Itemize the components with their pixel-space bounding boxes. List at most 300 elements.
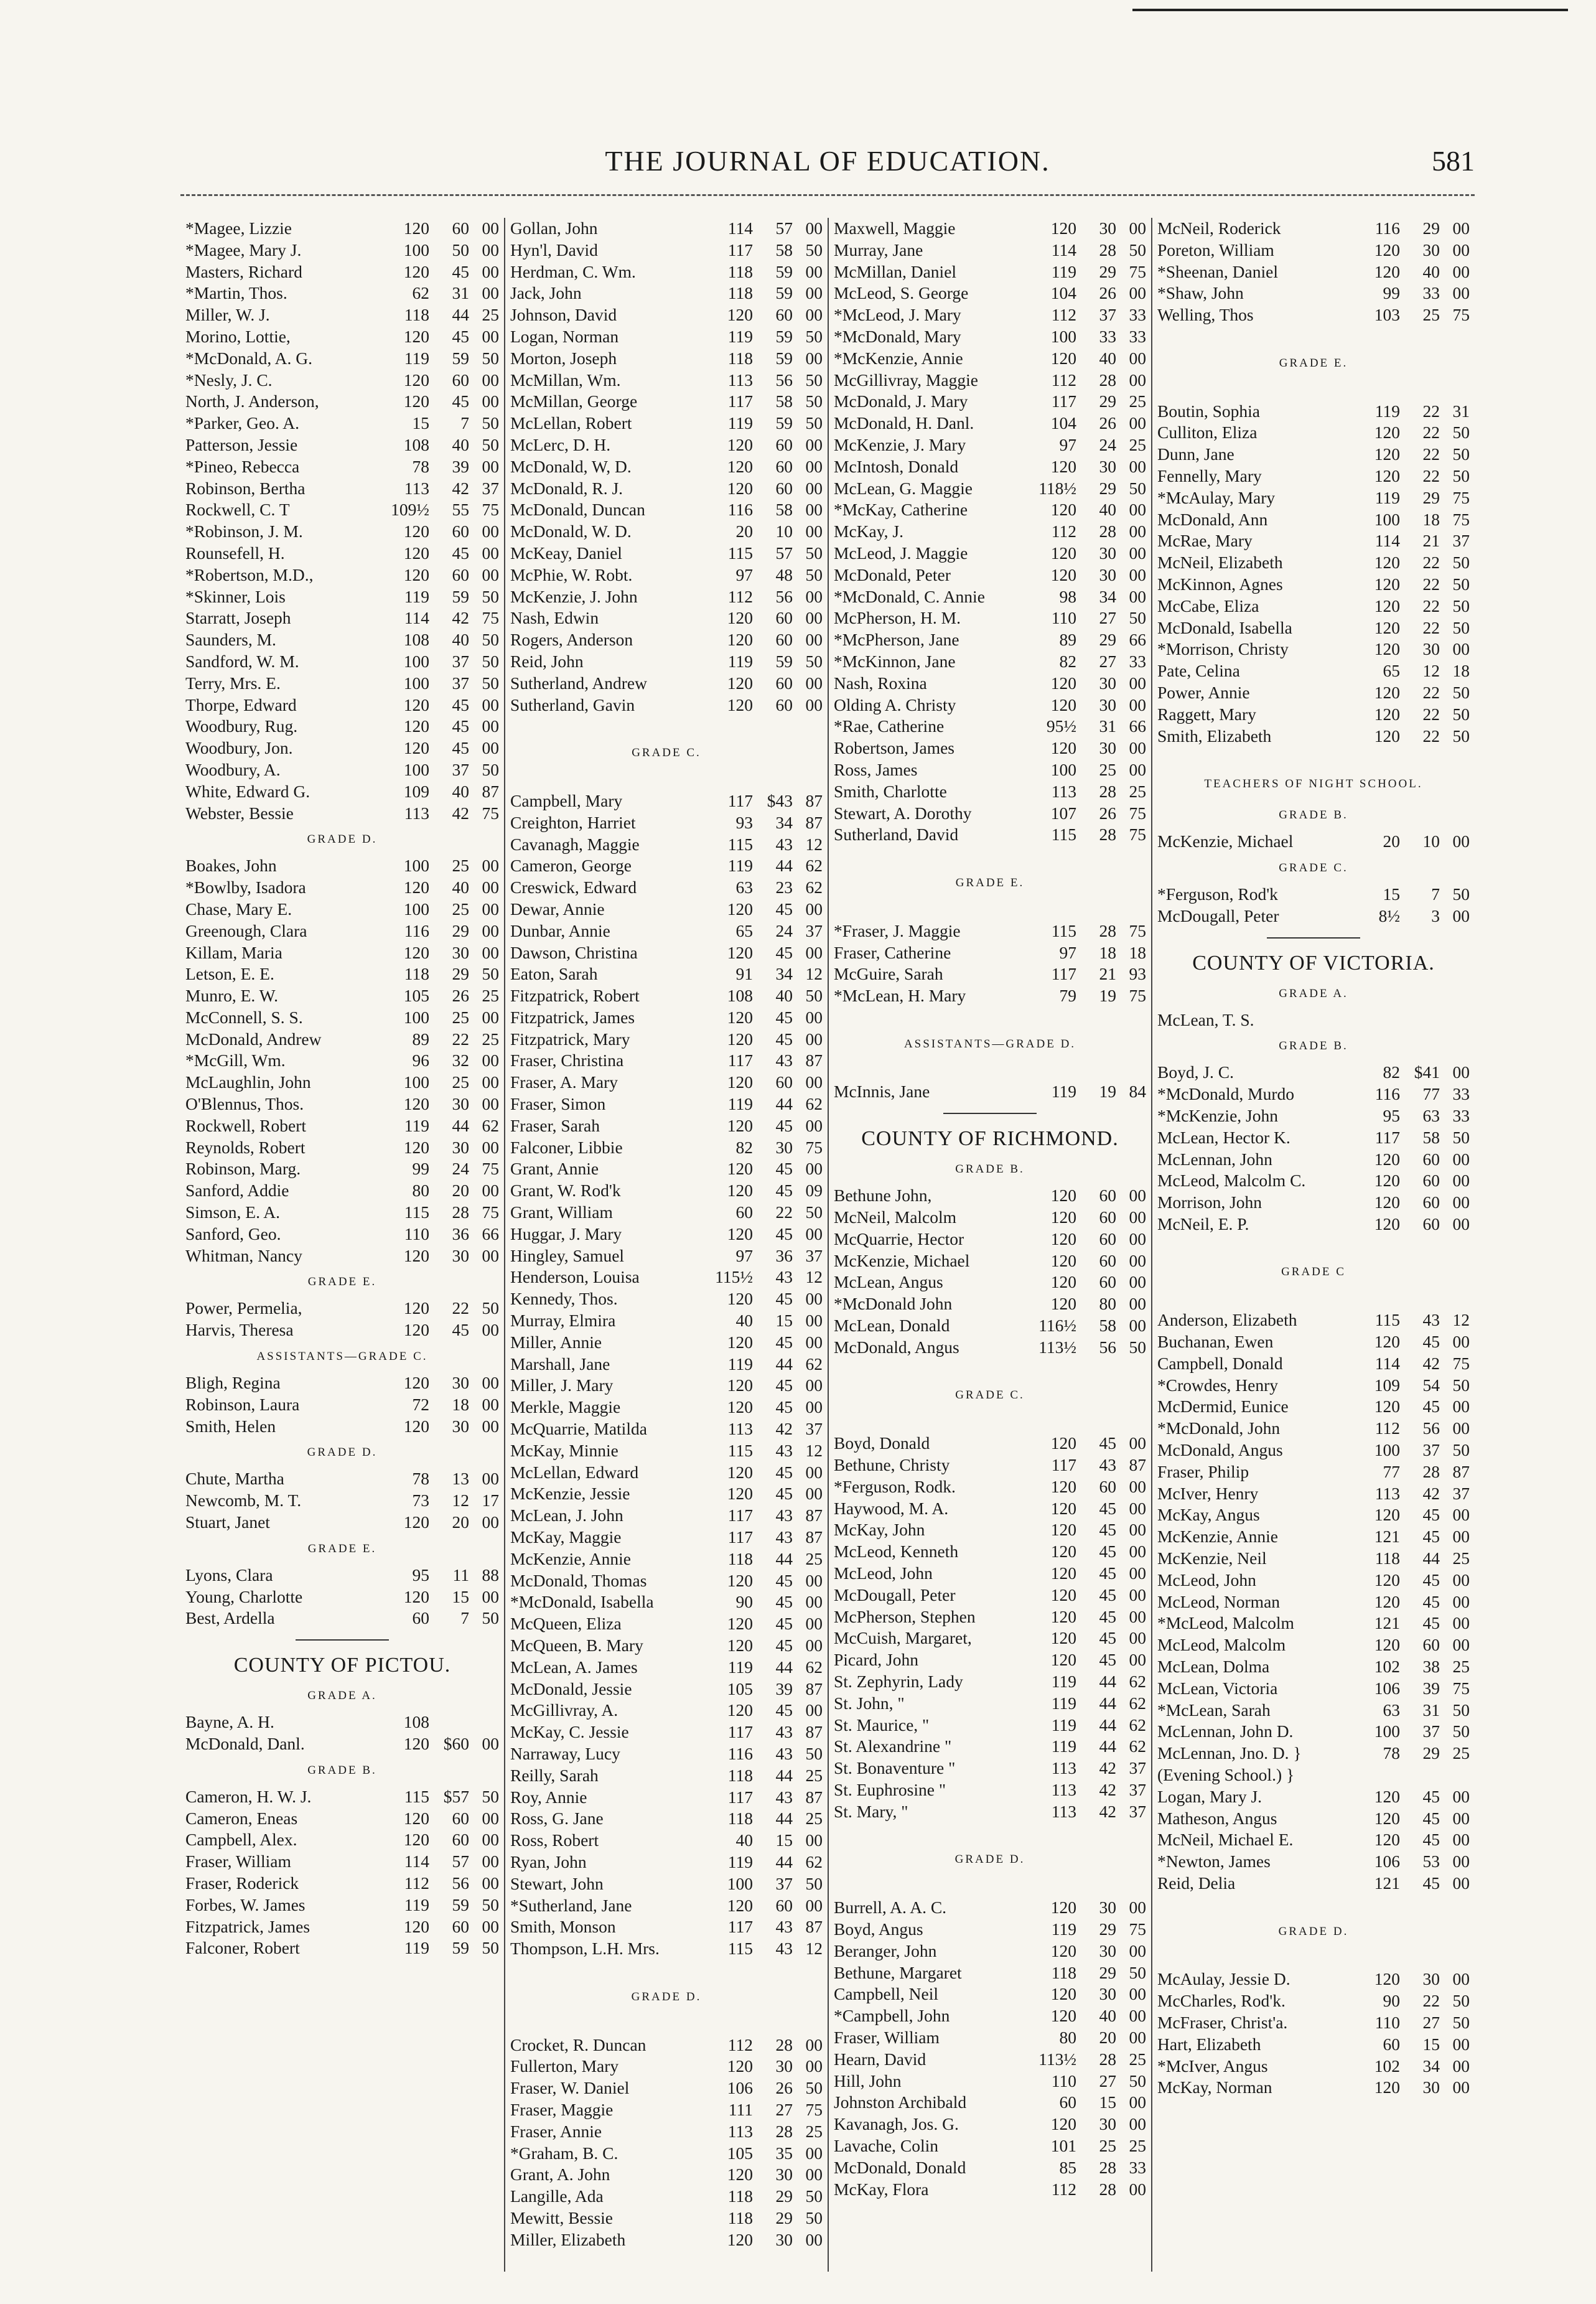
days-taught: 120 bbox=[1374, 682, 1400, 702]
teacher-name: Rounsefell, H. bbox=[185, 543, 285, 563]
days-taught: 119 bbox=[1051, 1919, 1076, 1939]
teacher-name: *McKay, Catherine bbox=[834, 500, 968, 520]
grant-cents: 50 bbox=[1129, 478, 1146, 498]
grant-cents: 87 bbox=[805, 1722, 823, 1742]
days-taught: 117 bbox=[727, 1506, 753, 1525]
teacher-name: Smith, Monson bbox=[510, 1917, 616, 1937]
grant-cents: 00 bbox=[1452, 1171, 1470, 1191]
grant-cents: 50 bbox=[482, 1938, 499, 1958]
grant-cents: 87 bbox=[805, 1527, 823, 1547]
teacher-name: Stewart, A. Dorothy bbox=[834, 803, 972, 823]
days-taught: 97 bbox=[735, 1245, 753, 1265]
teacher-name: Jack, John bbox=[510, 283, 582, 303]
teacher-row bbox=[185, 499, 499, 521]
days-taught: 120 bbox=[1050, 218, 1076, 238]
teacher-row bbox=[510, 1938, 823, 1960]
grant-dollars: 59 bbox=[452, 348, 469, 368]
teacher-name: McQueen, Eliza bbox=[510, 1614, 622, 1634]
teacher-row bbox=[834, 2071, 1146, 2092]
grant-dollars: 45 bbox=[775, 1029, 793, 1049]
teacher-row bbox=[510, 1548, 823, 1570]
days-taught: 120 bbox=[1374, 1969, 1400, 1989]
teacher-name: Webster, Bessie bbox=[185, 803, 294, 823]
teacher-row bbox=[510, 790, 823, 812]
teacher-name: Power, Annie bbox=[1157, 682, 1250, 702]
grant-cents: 00 bbox=[1452, 1527, 1470, 1547]
grant-cents: 00 bbox=[805, 1570, 823, 1590]
grant-dollars: 40 bbox=[452, 781, 469, 801]
teacher-name: Lyons, Clara bbox=[185, 1565, 273, 1585]
grant-cents: 00 bbox=[1129, 413, 1146, 433]
teacher-name: McNeil, Michael E. bbox=[1157, 1830, 1294, 1850]
grant-cents: 00 bbox=[482, 1007, 499, 1027]
grant-dollars: 45 bbox=[1422, 1505, 1440, 1525]
teacher-name: *McKenzie, Annie bbox=[834, 348, 963, 368]
grant-cents: 50 bbox=[482, 1786, 499, 1806]
teacher-name: Pate, Celina bbox=[1157, 661, 1240, 681]
teacher-name: Saunders, M. bbox=[185, 630, 276, 650]
grant-cents: 37 bbox=[805, 1419, 823, 1439]
grant-dollars: 60 bbox=[1422, 1192, 1440, 1212]
teacher-row bbox=[1157, 240, 1470, 261]
grant-dollars: 30 bbox=[775, 2056, 793, 2076]
grant-dollars: 30 bbox=[452, 1137, 469, 1157]
grant-cents: 00 bbox=[482, 1916, 499, 1936]
grant-dollars: 7 bbox=[1431, 884, 1440, 904]
days-taught: 120 bbox=[403, 543, 429, 563]
days-taught: 120 bbox=[403, 1416, 429, 1436]
teacher-row bbox=[834, 1649, 1146, 1671]
teacher-row bbox=[1157, 574, 1470, 596]
teacher-row bbox=[1157, 1678, 1470, 1700]
grant-dollars: 43 bbox=[775, 1917, 793, 1937]
grant-cents: 12 bbox=[805, 834, 823, 854]
teacher-name: Campbell, Mary bbox=[510, 790, 623, 810]
grant-dollars: 30 bbox=[452, 1416, 469, 1436]
days-taught: 80 bbox=[412, 1181, 429, 1201]
teacher-row bbox=[185, 478, 499, 500]
teacher-name: Ryan, John bbox=[510, 1852, 587, 1871]
teacher-row bbox=[834, 1962, 1146, 1984]
teacher-name: Mewitt, Bessie bbox=[510, 2208, 613, 2227]
days-taught: 117 bbox=[1051, 1455, 1076, 1475]
spacer bbox=[1157, 379, 1470, 401]
days-taught: 78 bbox=[412, 1469, 429, 1489]
teacher-row bbox=[834, 2157, 1146, 2179]
teacher-name: Smith, Helen bbox=[185, 1416, 276, 1436]
teacher-row bbox=[834, 2027, 1146, 2049]
teacher-row bbox=[510, 1137, 823, 1159]
page-header bbox=[180, 144, 1475, 188]
grant-cents: 50 bbox=[1129, 608, 1146, 628]
teacher-name: Thorpe, Edward bbox=[185, 695, 297, 714]
grant-cents: 75 bbox=[805, 1137, 823, 1157]
grant-dollars: 27 bbox=[1099, 651, 1116, 671]
teacher-row bbox=[834, 1081, 1146, 1103]
teacher-row bbox=[510, 1440, 823, 1462]
teacher-name: Ross, G. Jane bbox=[510, 1809, 604, 1829]
grant-dollars: $60 bbox=[443, 1734, 469, 1754]
teacher-name: Dunn, Jane bbox=[1157, 444, 1234, 464]
grant-dollars: 15 bbox=[775, 1311, 793, 1331]
days-taught: 120 bbox=[727, 434, 753, 454]
days-taught: 15 bbox=[1383, 884, 1400, 904]
grant-cents: 87 bbox=[805, 1506, 823, 1525]
days-taught: 120 bbox=[403, 261, 429, 281]
grant-cents: 00 bbox=[482, 695, 499, 714]
grant-dollars: 37 bbox=[452, 673, 469, 693]
teacher-row bbox=[510, 326, 823, 348]
grant-cents: 50 bbox=[482, 651, 499, 671]
grant-cents: 00 bbox=[482, 1734, 499, 1754]
grant-dollars: 60 bbox=[1422, 1171, 1440, 1191]
grade-heading: GRADE A. bbox=[1279, 986, 1348, 1000]
teacher-row bbox=[834, 629, 1146, 651]
grant-dollars: 60 bbox=[1099, 1207, 1116, 1227]
days-taught: 118 bbox=[727, 283, 753, 303]
grant-cents: 00 bbox=[1452, 1830, 1470, 1850]
grant-dollars: 58 bbox=[775, 500, 793, 520]
grant-cents: 25 bbox=[805, 1548, 823, 1568]
grant-cents: 00 bbox=[1129, 348, 1146, 368]
grant-cents: 87 bbox=[805, 790, 823, 810]
teacher-name: McMillan, Wm. bbox=[510, 370, 621, 390]
days-taught: 115 bbox=[1051, 825, 1076, 845]
grant-dollars: 22 bbox=[775, 1202, 793, 1222]
county-heading: COUNTY OF RICHMOND. bbox=[861, 1127, 1119, 1151]
teacher-name: *McPherson, Jane bbox=[834, 630, 959, 650]
teacher-name: Newcomb, M. T. bbox=[185, 1491, 302, 1510]
grant-cents: 00 bbox=[1129, 1520, 1146, 1540]
grant-dollars: 58 bbox=[775, 391, 793, 411]
teacher-row bbox=[185, 607, 499, 629]
teacher-name: Fraser, William bbox=[185, 1852, 291, 1871]
teacher-row bbox=[510, 391, 823, 413]
days-taught: 119 bbox=[1051, 1082, 1076, 1102]
days-taught: 109 bbox=[403, 781, 429, 801]
grant-cents: 50 bbox=[482, 434, 499, 454]
teacher-name: McLeod, John bbox=[834, 1563, 933, 1583]
grant-cents: 00 bbox=[482, 1469, 499, 1489]
grant-cents: 50 bbox=[482, 586, 499, 606]
grant-cents: 50 bbox=[1452, 1440, 1470, 1460]
grant-dollars: 57 bbox=[775, 543, 793, 563]
teacher-row bbox=[185, 803, 499, 825]
grant-dollars: 44 bbox=[1099, 1672, 1116, 1692]
teacher-row bbox=[834, 759, 1146, 781]
days-taught: 120 bbox=[1050, 348, 1076, 368]
teacher-name: St. John, " bbox=[834, 1693, 905, 1713]
days-taught: 117 bbox=[1051, 964, 1076, 984]
grant-cents: 50 bbox=[1452, 466, 1470, 485]
days-taught: 117 bbox=[727, 1051, 753, 1070]
teacher-row bbox=[1157, 2012, 1470, 2034]
teacher-row bbox=[834, 1541, 1146, 1563]
days-taught: 112 bbox=[1051, 522, 1076, 541]
grant-cents: 00 bbox=[805, 1484, 823, 1504]
grant-dollars: 22 bbox=[1422, 444, 1440, 464]
teacher-row bbox=[510, 434, 823, 456]
teacher-row bbox=[185, 1224, 499, 1245]
grant-dollars: 10 bbox=[775, 522, 793, 541]
days-taught: 120 bbox=[1050, 1250, 1076, 1270]
teacher-name: McConnell, S. S. bbox=[185, 1007, 303, 1027]
teacher-row bbox=[510, 1743, 823, 1765]
teacher-row bbox=[510, 834, 823, 856]
teacher-row bbox=[510, 651, 823, 673]
teacher-row bbox=[510, 2143, 823, 2165]
teacher-row bbox=[1157, 2034, 1470, 2056]
grant-dollars: 37 bbox=[1422, 1721, 1440, 1741]
grant-cents: 50 bbox=[1452, 423, 1470, 443]
teacher-name: Letson, E. E. bbox=[185, 964, 274, 984]
teacher-name: Fitzpatrick, James bbox=[510, 1007, 635, 1027]
days-taught: 113 bbox=[1051, 1758, 1076, 1778]
teacher-row bbox=[185, 1733, 499, 1755]
grant-dollars: 45 bbox=[1422, 1527, 1440, 1547]
grant-dollars: 31 bbox=[452, 283, 469, 303]
teacher-name: McKenzie, J. Mary bbox=[834, 434, 966, 454]
teacher-row bbox=[510, 499, 823, 521]
grant-dollars: 45 bbox=[1422, 1332, 1440, 1352]
grant-cents: 50 bbox=[805, 1202, 823, 1222]
teacher-row bbox=[510, 985, 823, 1007]
teacher-name: St. Euphrosine " bbox=[834, 1780, 946, 1799]
grant-dollars: 45 bbox=[775, 1115, 793, 1135]
grant-dollars: 60 bbox=[1099, 1476, 1116, 1496]
grant-cents: 62 bbox=[805, 1657, 823, 1677]
teacher-name: Herdman, C. Wm. bbox=[510, 261, 636, 281]
teacher-row bbox=[834, 824, 1146, 846]
grant-dollars: 56 bbox=[1099, 1337, 1116, 1357]
teacher-name: Fraser, William bbox=[834, 2027, 940, 2047]
grant-dollars: 60 bbox=[452, 370, 469, 390]
teacher-name: McKenzie, Annie bbox=[1157, 1527, 1278, 1547]
grant-dollars: 40 bbox=[1422, 261, 1440, 281]
grant-dollars: 12 bbox=[452, 1491, 469, 1510]
grant-dollars: 28 bbox=[1099, 522, 1116, 541]
teacher-name: McKay, J. bbox=[834, 522, 904, 541]
grant-dollars: 44 bbox=[775, 1765, 793, 1785]
teacher-row bbox=[834, 543, 1146, 564]
teacher-row bbox=[510, 673, 823, 695]
days-taught: 100 bbox=[1374, 509, 1400, 529]
grant-dollars: 18 bbox=[1422, 509, 1440, 529]
column-2 bbox=[504, 218, 828, 2272]
teacher-name: Simson, E. A. bbox=[185, 1202, 281, 1222]
days-taught: 95 bbox=[1383, 1105, 1400, 1125]
grant-dollars: 28 bbox=[1099, 2049, 1116, 2069]
column-4 bbox=[1151, 218, 1475, 2272]
teacher-name: Merkle, Maggie bbox=[510, 1397, 621, 1417]
teacher-row bbox=[185, 1372, 499, 1394]
days-taught: 89 bbox=[412, 1029, 429, 1049]
teacher-row bbox=[834, 2135, 1146, 2157]
grant-cents: 75 bbox=[1129, 803, 1146, 823]
teacher-row bbox=[510, 564, 823, 586]
grant-cents: 00 bbox=[805, 608, 823, 628]
teacher-name: Bethune, Margaret bbox=[834, 1962, 962, 1982]
teacher-row bbox=[185, 456, 499, 478]
days-taught: 120 bbox=[1050, 1898, 1076, 1918]
teacher-row bbox=[834, 1736, 1146, 1758]
grant-dollars: 45 bbox=[452, 543, 469, 563]
grant-cents: 62 bbox=[805, 856, 823, 876]
teacher-row bbox=[185, 283, 499, 304]
grant-cents: 75 bbox=[482, 500, 499, 520]
grant-dollars: 22 bbox=[1422, 553, 1440, 573]
teacher-row bbox=[1157, 682, 1470, 704]
teacher-row bbox=[834, 456, 1146, 478]
grant-dollars: 42 bbox=[1099, 1801, 1116, 1821]
days-taught: 120 bbox=[727, 1072, 753, 1092]
grant-dollars: 45 bbox=[1422, 1808, 1440, 1828]
days-taught: 120 bbox=[1050, 543, 1076, 563]
grant-dollars: 22 bbox=[1422, 401, 1440, 421]
grant-dollars: 33 bbox=[1099, 326, 1116, 346]
grant-dollars: 31 bbox=[1422, 1700, 1440, 1720]
section-divider bbox=[296, 1639, 389, 1641]
grant-dollars: 45 bbox=[775, 1614, 793, 1634]
grant-dollars: 22 bbox=[1422, 596, 1440, 616]
days-taught: 105 bbox=[727, 2143, 753, 2163]
grant-cents: 00 bbox=[482, 326, 499, 346]
teacher-row bbox=[834, 1498, 1146, 1520]
grant-cents: 00 bbox=[805, 2229, 823, 2249]
teacher-row bbox=[834, 673, 1146, 695]
days-taught: 119 bbox=[1374, 401, 1400, 421]
grant-cents: 00 bbox=[805, 434, 823, 454]
grant-dollars: 28 bbox=[1099, 2157, 1116, 2177]
spacer bbox=[834, 846, 1146, 868]
days-taught: 100 bbox=[1050, 326, 1076, 346]
teacher-name: Matheson, Angus bbox=[1157, 1808, 1277, 1828]
days-taught: 120 bbox=[1050, 1585, 1076, 1604]
teacher-name: Morton, Joseph bbox=[510, 348, 617, 368]
days-taught: 99 bbox=[412, 1159, 429, 1179]
grant-dollars: 42 bbox=[1099, 1780, 1116, 1799]
teacher-row bbox=[1157, 1375, 1470, 1397]
grant-dollars: 29 bbox=[775, 2186, 793, 2206]
grant-dollars: 28 bbox=[1099, 240, 1116, 260]
teacher-row bbox=[834, 2179, 1146, 2201]
teacher-row bbox=[510, 304, 823, 326]
teacher-name: McLeod, John bbox=[1157, 1570, 1256, 1590]
grant-cents: 00 bbox=[482, 240, 499, 260]
teacher-name: Reilly, Sarah bbox=[510, 1765, 599, 1785]
days-taught: 120 bbox=[727, 1462, 753, 1482]
teacher-row bbox=[834, 2092, 1146, 2114]
days-taught: 108 bbox=[727, 986, 753, 1006]
days-taught: 120 bbox=[727, 1115, 753, 1135]
teacher-row bbox=[510, 1505, 823, 1527]
teacher-name: McGillivray, A. bbox=[510, 1700, 618, 1720]
grant-dollars: 50 bbox=[452, 240, 469, 260]
grant-dollars: 60 bbox=[775, 608, 793, 628]
grant-cents: 00 bbox=[805, 1895, 823, 1915]
spacer bbox=[510, 2013, 823, 2035]
days-taught: 121 bbox=[1374, 1613, 1400, 1633]
teacher-name: (Evening School.) } bbox=[1157, 1765, 1295, 1785]
teacher-name: Best, Ardella bbox=[185, 1608, 275, 1628]
days-taught: 108 bbox=[403, 630, 429, 650]
county-heading: COUNTY OF VICTORIA. bbox=[1192, 951, 1435, 975]
grant-cents: 25 bbox=[482, 305, 499, 325]
days-taught: 15 bbox=[412, 413, 429, 433]
teacher-name: McDonald, Andrew bbox=[185, 1029, 322, 1049]
days-taught: 115 bbox=[1374, 1310, 1400, 1330]
days-taught: 77 bbox=[1383, 1461, 1400, 1481]
spacer bbox=[510, 769, 823, 790]
teacher-name: Welling, Thos bbox=[1157, 305, 1254, 325]
days-taught: 120 bbox=[1050, 2114, 1076, 2134]
grant-cents: 25 bbox=[1129, 434, 1146, 454]
teacher-name: Sanford, Addie bbox=[185, 1181, 289, 1201]
days-taught: 120 bbox=[403, 1916, 429, 1936]
days-taught: 115 bbox=[727, 1440, 753, 1460]
days-taught: 112 bbox=[1051, 2179, 1076, 2199]
grant-dollars: 45 bbox=[775, 1332, 793, 1352]
teacher-row bbox=[834, 1801, 1146, 1823]
grant-dollars: 22 bbox=[1422, 726, 1440, 746]
days-taught: 120 bbox=[403, 218, 429, 238]
grant-dollars: 43 bbox=[775, 834, 793, 854]
days-taught: 60 bbox=[1059, 2092, 1076, 2112]
grant-cents: 33 bbox=[1129, 651, 1146, 671]
grant-cents: 00 bbox=[805, 283, 823, 303]
days-taught: 120 bbox=[1374, 1149, 1400, 1169]
teacher-row bbox=[1157, 1808, 1470, 1830]
teacher-name: Boyd, J. C. bbox=[1157, 1062, 1234, 1082]
teacher-name: *Shaw, John bbox=[1157, 283, 1244, 303]
days-taught: 100 bbox=[403, 1007, 429, 1027]
grant-dollars: 22 bbox=[1422, 423, 1440, 443]
grant-cents: 12 bbox=[805, 1440, 823, 1460]
days-taught: 110 bbox=[404, 1224, 429, 1243]
grant-dollars: 45 bbox=[452, 326, 469, 346]
grant-cents: 00 bbox=[1452, 1505, 1470, 1525]
days-taught: 116½ bbox=[1038, 1316, 1076, 1336]
days-taught: 106 bbox=[1374, 1678, 1400, 1698]
grant-cents: 37 bbox=[1129, 1758, 1146, 1778]
days-taught: 113 bbox=[1051, 1780, 1076, 1799]
days-taught: 120 bbox=[1050, 1520, 1076, 1540]
grant-cents: 25 bbox=[1129, 2135, 1146, 2155]
days-taught: 120 bbox=[727, 1397, 753, 1417]
teacher-row bbox=[1157, 487, 1470, 509]
grant-dollars: 18 bbox=[452, 1394, 469, 1414]
teacher-row bbox=[510, 218, 823, 240]
grant-cents: 00 bbox=[1129, 1250, 1146, 1270]
teacher-name: Grant, A. John bbox=[510, 2165, 610, 2185]
teacher-row bbox=[510, 1765, 823, 1787]
teacher-row bbox=[834, 564, 1146, 586]
grant-dollars: 45 bbox=[775, 1007, 793, 1027]
grant-dollars: 15 bbox=[452, 1586, 469, 1606]
teacher-row bbox=[510, 812, 823, 834]
grant-cents: 00 bbox=[1129, 695, 1146, 714]
teacher-row bbox=[1157, 2056, 1470, 2077]
grant-cents: 00 bbox=[1452, 261, 1470, 281]
teacher-row bbox=[834, 1671, 1146, 1693]
days-taught: 119 bbox=[727, 413, 753, 433]
days-taught: 100 bbox=[727, 1873, 753, 1893]
grant-cents: 25 bbox=[1452, 1743, 1470, 1763]
grant-dollars: 60 bbox=[1099, 1272, 1116, 1292]
days-taught: 117 bbox=[727, 1917, 753, 1937]
grant-dollars: 56 bbox=[775, 586, 793, 606]
teacher-name: Reid, John bbox=[510, 651, 584, 671]
